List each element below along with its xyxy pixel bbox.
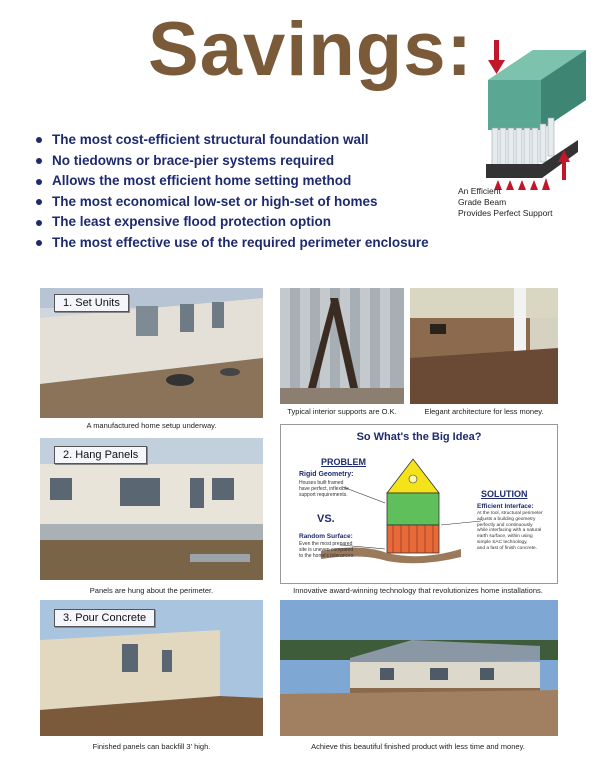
rigid-heading: Rigid Geometry: [299,471,354,478]
efficient-text: At the tool, structural perimeter adjusts a building geometry perfectly and continuously while interfacing with a natural earth surface, within using simple SAC technology, and a fast of finish concrete. [477,511,543,551]
bullet-dot-icon [36,240,42,246]
bullet-item: No tiedowns or brace-pier systems required [36,151,429,172]
vs-label: VS. [317,513,335,525]
photo-supports [280,288,404,404]
random-text: Even the most prepared site is uneven compared to the home's tolerances. [299,541,355,559]
step-label-hang-panels: 2. Hang Panels [54,446,147,464]
bullet-item: The most effective use of the required perimeter enclosure [36,233,429,254]
caption-finished: Achieve this beautiful finished product with less time and money. [311,742,525,751]
idea-title: So What's the Big Idea? [356,431,482,443]
bullet-item: The most cost-efficient structural foundation wall [36,130,429,151]
caption-backfill: Finished panels can backfill 3' high. [92,742,211,751]
caption-panels: Panels are hung about the perimeter. [89,586,214,595]
rigid-text: Houses built framed have perfect, inflexible support requirements. [299,480,349,498]
bullet-dot-icon [36,220,42,226]
step-label-pour-concrete: 3. Pour Concrete [54,609,155,627]
savings-bullet-list [36,130,429,254]
grade-beam-illustration [478,40,588,190]
photo-architecture [410,288,558,404]
bullet-item: The most economical low-set or high-set of homes [36,192,429,213]
bullet-item: The least expensive flood protection option [36,212,429,233]
bullet-dot-icon [36,179,42,185]
caption-architecture: Elegant architecture for less money. [424,407,544,416]
bullet-dot-icon [36,137,42,143]
caption-innovative: Innovative award-winning technology that revolutionizes home installations. [293,586,543,595]
random-heading: Random Surface: [299,533,353,540]
bullet-dot-icon [36,199,42,205]
problem-heading: PROBLEM [321,457,366,467]
photo-finished-home [280,600,558,736]
big-idea-diagram [280,424,558,584]
beam-caption: An Efficient Grade Beam Provides Perfect Support [458,186,553,218]
step-label-set-units: 1. Set Units [54,294,129,312]
efficient-heading: Efficient Interface: [477,503,534,510]
solution-heading: SOLUTION [481,489,528,499]
caption-setup: A manufactured home setup underway. [86,421,217,430]
bullet-dot-icon [36,158,42,164]
bullet-item: Allows the most efficient home setting method [36,171,429,192]
page-title: Savings: [148,7,473,92]
caption-supports: Typical interior supports are O.K. [287,407,397,416]
